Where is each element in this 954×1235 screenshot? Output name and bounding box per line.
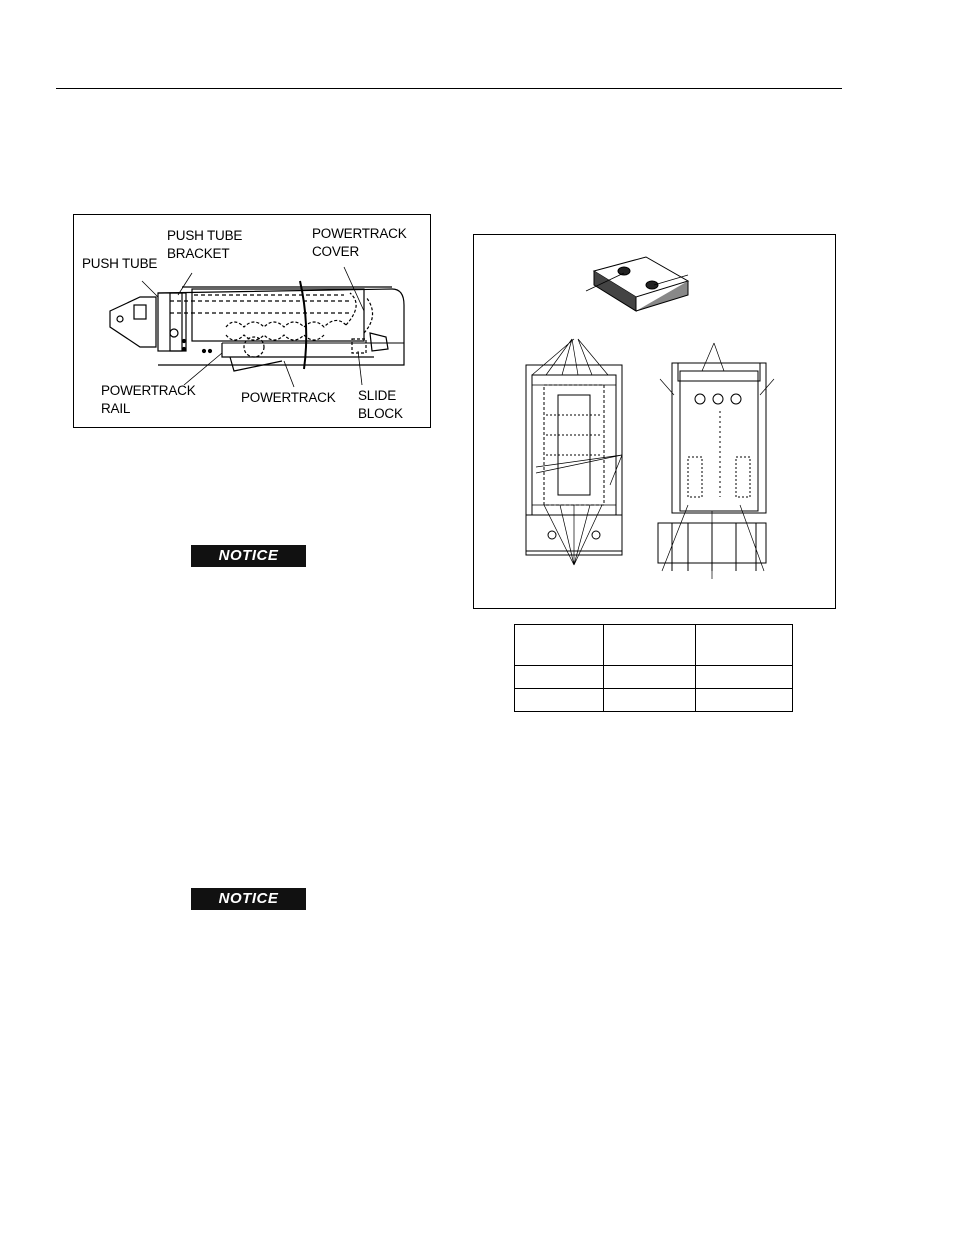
table-cell <box>696 666 793 689</box>
wear-pad-spec-table <box>514 624 793 712</box>
table-cell <box>515 666 604 689</box>
table-cell <box>604 625 696 666</box>
label-slide-block-line1: SLIDE <box>358 388 397 403</box>
label-powertrack-rail-line1: POWERTRACK <box>101 383 196 398</box>
table-cell <box>515 689 604 712</box>
label-slide-block-line2: BLOCK <box>358 406 403 421</box>
table-cell <box>696 625 793 666</box>
label-powertrack: POWERTRACK <box>241 390 336 405</box>
wear-pad-drawing <box>474 235 837 610</box>
notice-badge-1: NOTICE <box>191 545 306 567</box>
wear-pad-figure <box>473 234 836 609</box>
table-cell <box>604 689 696 712</box>
label-powertrack-cover-line2: COVER <box>312 244 360 259</box>
label-push-tube-bracket-line2: BRACKET <box>167 246 230 261</box>
label-push-tube-bracket-line1: PUSH TUBE <box>167 228 243 243</box>
table-cell <box>515 625 604 666</box>
header-rule <box>56 88 842 89</box>
table-row <box>515 625 793 666</box>
label-powertrack-rail-line2: RAIL <box>101 401 131 416</box>
table-cell <box>696 689 793 712</box>
label-powertrack-cover-line1: POWERTRACK <box>312 226 407 241</box>
label-push-tube: PUSH TUBE <box>82 256 158 271</box>
notice-badge-2: NOTICE <box>191 888 306 910</box>
table-row <box>515 689 793 712</box>
table-cell <box>604 666 696 689</box>
powertrack-figure <box>73 214 431 428</box>
table-row <box>515 666 793 689</box>
